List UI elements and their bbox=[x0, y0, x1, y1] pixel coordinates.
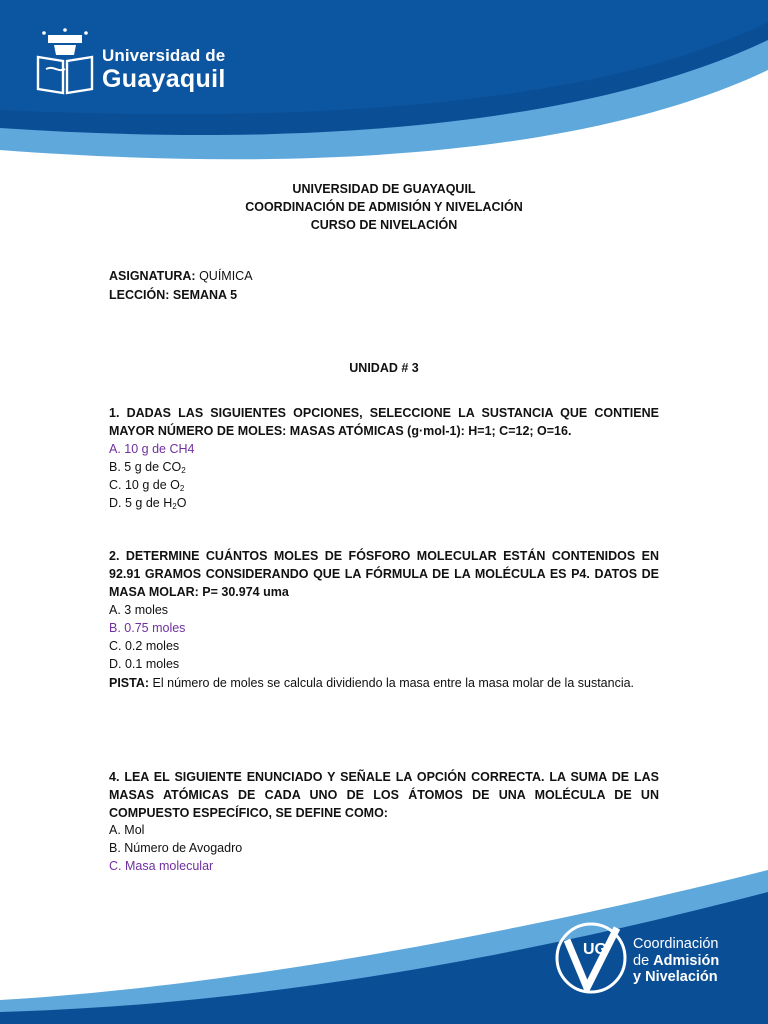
university-logo[interactable] bbox=[34, 27, 234, 97]
footer-line2-prefix: de bbox=[633, 953, 650, 969]
logo-line2: Guayaquil bbox=[102, 65, 226, 93]
footer-line3: y Nivelación bbox=[633, 969, 718, 985]
subject-value: QUÍMICA bbox=[199, 269, 253, 283]
unit-heading: UNIDAD # 3 bbox=[349, 361, 419, 375]
q1-option-d[interactable] bbox=[109, 495, 659, 513]
q2-option-c[interactable]: C. 0.2 moles bbox=[109, 639, 180, 653]
q1-option-b[interactable] bbox=[109, 459, 659, 477]
ug-checkmark-icon bbox=[553, 918, 629, 998]
question-2-stem: 2. DETERMINE CUÁNTOS MOLES DE FÓSFORO MOLECULAR ESTÁN CONTENIDOS EN 92.91 GRAMOS CONSIDERANDO QUE LA FÓRMULA DE LA MOLÉCULA ES P4. DATOS DE MASA MOLAR: P= 30.974 uma bbox=[109, 549, 659, 599]
title-line2: COORDINACIÓN DE ADMISIÓN Y NIVELACIÓN bbox=[245, 200, 523, 214]
q2-option-b[interactable]: B. 0.75 moles bbox=[109, 621, 186, 635]
q2-hint bbox=[109, 674, 659, 692]
q4-option-a[interactable]: A. Mol bbox=[109, 823, 145, 837]
q1-option-b-sub: 2 bbox=[181, 466, 186, 475]
q1-option-d-text: D. 5 g de H bbox=[109, 496, 173, 510]
lesson-label: LECCIÓN: bbox=[109, 288, 170, 302]
footer-line2-bold: Admisión bbox=[653, 953, 720, 969]
q2-option-a[interactable]: A. 3 moles bbox=[109, 603, 169, 617]
q4-option-b[interactable]: B. Número de Avogadro bbox=[109, 841, 243, 855]
hint-text: El número de moles se calcula dividiendo la masa entre la masa molar de la sustancia. bbox=[152, 676, 635, 690]
lesson-value: SEMANA 5 bbox=[172, 288, 238, 302]
q1-option-c[interactable] bbox=[109, 477, 659, 495]
q1-option-d-sub: 2 bbox=[172, 502, 177, 511]
coordination-logo[interactable] bbox=[553, 918, 753, 998]
subject-label: ASIGNATURA: bbox=[109, 269, 196, 283]
q1-option-a[interactable]: A. 10 g de CH4 bbox=[109, 442, 195, 456]
hint-label: PISTA: bbox=[109, 676, 150, 690]
q1-option-d-tail: O bbox=[176, 496, 187, 510]
title-line1: UNIVERSIDAD DE GUAYAQUIL bbox=[292, 182, 476, 196]
q2-option-d[interactable]: D. 0.1 moles bbox=[109, 657, 180, 671]
q4-option-c[interactable]: C. Masa molecular bbox=[109, 859, 214, 873]
book-emblem-icon bbox=[34, 27, 96, 97]
footer-line1: Coordinación bbox=[633, 936, 719, 952]
lesson-row bbox=[109, 287, 659, 305]
footer-line2 bbox=[633, 953, 719, 969]
question-4-stem: 4. LEA EL SIGUIENTE ENUNCIADO Y SEÑALE LA OPCIÓN CORRECTA. LA SUMA DE LAS MASAS ATÓMICAS DE CADA UNO DE LOS ÁTOMOS DE UNA MOLÉCULA DE UN COMPUESTO ESPECÍFICO, SE DEFINE COMO: bbox=[109, 770, 659, 820]
q1-option-c-text: C. 10 g de O bbox=[109, 478, 180, 492]
title-line3: CURSO DE NIVELACIÓN bbox=[310, 218, 458, 232]
logo-line1: Universidad de bbox=[102, 46, 226, 65]
subject-row bbox=[109, 268, 659, 286]
question-1-stem: 1. DADAS LAS SIGUIENTES OPCIONES, SELECCIONE LA SUSTANCIA QUE CONTIENE MAYOR NÚMERO DE MOLES: MASAS ATÓMICAS (g·mol-1): H=1; C=12; O=16. bbox=[109, 406, 659, 438]
q1-option-c-sub: 2 bbox=[179, 484, 185, 493]
q1-option-b-text: B. 5 g de CO bbox=[109, 460, 182, 474]
svg-text:UG: UG bbox=[583, 941, 607, 958]
